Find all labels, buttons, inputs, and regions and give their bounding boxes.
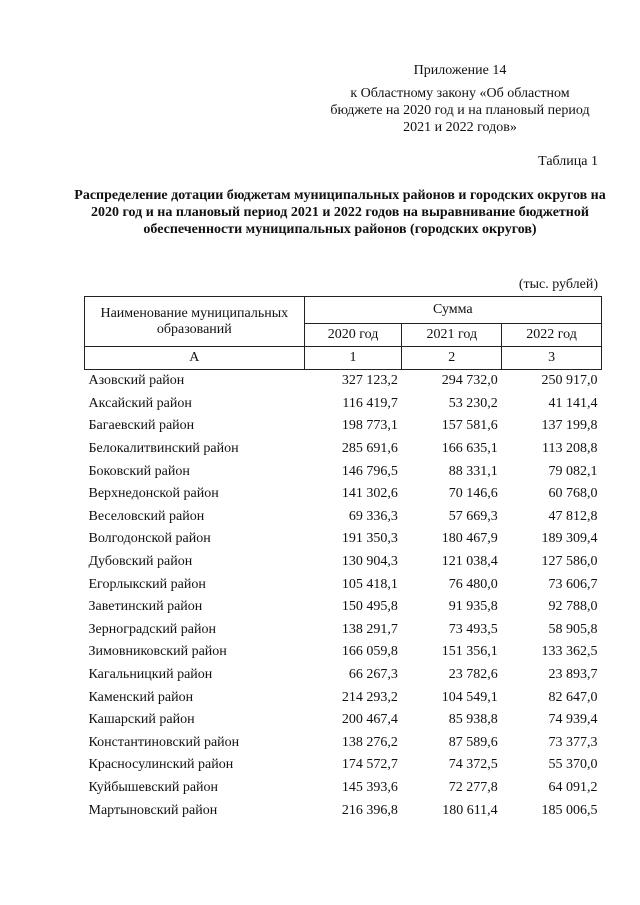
table-row xyxy=(85,573,602,596)
amount-cell: 185 006,5 xyxy=(541,802,598,818)
column-header-year: 2020 год xyxy=(304,324,402,347)
district-name: Каменский район xyxy=(88,689,194,705)
amount-cell: 216 396,8 xyxy=(341,802,398,818)
amount-cell: 82 647,0 xyxy=(548,689,598,705)
table-row xyxy=(85,709,602,732)
amount-cell: 137 199,8 xyxy=(541,418,598,434)
amount-cell: 116 419,7 xyxy=(342,395,398,411)
district-name: Кагальницкий район xyxy=(88,667,213,683)
amount-cell: 138 276,2 xyxy=(341,734,398,750)
amount-cell: 74 939,4 xyxy=(548,712,598,728)
table-row xyxy=(85,777,602,800)
amount-cell: 60 768,0 xyxy=(548,486,598,502)
amount-cell: 121 038,4 xyxy=(441,554,498,570)
appendix-number: Приложение 14 xyxy=(413,63,507,78)
table-row xyxy=(85,483,602,506)
amount-cell: 74 372,5 xyxy=(448,757,498,773)
amount-cell: 174 572,7 xyxy=(341,757,398,773)
unit-label: (тыс. рублей) xyxy=(518,277,598,292)
amount-cell: 191 350,3 xyxy=(341,531,398,547)
amount-cell: 55 370,0 xyxy=(548,757,598,773)
amount-cell: 180 467,9 xyxy=(441,531,498,547)
amount-cell: 41 141,4 xyxy=(548,395,598,411)
table-row xyxy=(85,686,602,709)
column-index: 3 xyxy=(502,347,602,370)
district-name: Азовский район xyxy=(88,373,185,389)
table-row xyxy=(85,641,602,664)
amount-cell: 105 418,1 xyxy=(341,576,398,592)
amount-cell: 58 905,8 xyxy=(548,621,598,637)
amount-cell: 130 904,3 xyxy=(341,554,398,570)
amount-cell: 72 277,8 xyxy=(448,779,498,795)
amount-cell: 214 293,2 xyxy=(341,689,398,705)
amount-cell: 73 377,3 xyxy=(548,734,598,750)
amount-cell: 69 336,3 xyxy=(348,508,398,524)
amount-cell: 23 893,7 xyxy=(548,667,598,683)
appendix-text: к Областному закону «Об областном бюджете на 2020 год и на плановый период 2021 и 2022 годов» xyxy=(330,86,590,135)
amount-cell: 166 059,8 xyxy=(341,644,398,660)
column-index: 2 xyxy=(402,347,502,370)
amount-cell: 285 691,6 xyxy=(341,441,398,457)
table-row xyxy=(85,551,602,574)
table-row xyxy=(85,460,602,483)
district-name: Багаевский район xyxy=(88,418,195,434)
district-name: Дубовский район xyxy=(88,554,193,570)
amount-cell: 198 773,1 xyxy=(341,418,398,434)
amount-cell: 145 393,6 xyxy=(341,779,398,795)
amount-cell: 92 788,0 xyxy=(548,599,598,615)
table-row xyxy=(85,732,602,755)
district-name: Куйбышевский район xyxy=(88,779,219,795)
district-name: Белокалитвинский район xyxy=(88,441,239,457)
amount-cell: 113 208,8 xyxy=(542,441,598,457)
amount-cell: 180 611,4 xyxy=(442,802,498,818)
amount-cell: 146 796,5 xyxy=(341,463,398,479)
amount-cell: 85 938,8 xyxy=(448,712,498,728)
amount-cell: 23 782,6 xyxy=(448,667,498,683)
amount-cell: 141 302,6 xyxy=(341,486,398,502)
table-row xyxy=(85,370,602,393)
amount-cell: 47 812,8 xyxy=(548,508,598,524)
column-index: 1 xyxy=(304,347,402,370)
amount-cell: 157 581,6 xyxy=(441,418,498,434)
column-index: А xyxy=(85,347,305,370)
subsidy-table xyxy=(84,296,602,822)
district-name: Зерноградский район xyxy=(88,621,216,637)
amount-cell: 79 082,1 xyxy=(548,463,598,479)
amount-cell: 73 606,7 xyxy=(548,576,598,592)
amount-cell: 70 146,6 xyxy=(448,486,498,502)
amount-cell: 200 467,4 xyxy=(341,712,398,728)
appendix-header xyxy=(330,62,590,136)
district-name: Кашарский район xyxy=(88,712,195,728)
district-name: Аксайский район xyxy=(88,395,192,411)
table-row xyxy=(85,393,602,416)
table-row xyxy=(85,799,602,822)
amount-cell: 104 549,1 xyxy=(441,689,498,705)
table-row xyxy=(85,506,602,529)
table-row xyxy=(85,754,602,777)
amount-cell: 294 732,0 xyxy=(441,373,498,389)
amount-cell: 57 669,3 xyxy=(448,508,498,524)
amount-cell: 73 493,5 xyxy=(448,621,498,637)
district-name: Веселовский район xyxy=(88,508,205,524)
table-body xyxy=(85,370,602,822)
district-name: Заветинский район xyxy=(88,599,203,615)
amount-cell: 189 309,4 xyxy=(541,531,598,547)
document-title: Распределение дотации бюджетам муниципальных районов и городских округов на 2020 год и на плановый период 2021 и 2022 годов на выравнивание бюджетной обеспеченности муниципальных районов (городских округов) xyxy=(74,188,606,237)
amount-cell: 66 267,3 xyxy=(348,667,398,683)
table-row xyxy=(85,415,602,438)
amount-cell: 138 291,7 xyxy=(341,621,398,637)
amount-cell: 53 230,2 xyxy=(448,395,498,411)
table-number: Таблица 1 xyxy=(538,154,598,169)
district-name: Боковский район xyxy=(88,463,190,479)
column-header-year: 2022 год xyxy=(502,324,602,347)
table-row xyxy=(85,619,602,642)
amount-cell: 127 586,0 xyxy=(541,554,598,570)
amount-cell: 151 356,1 xyxy=(441,644,498,660)
table-row xyxy=(85,528,602,551)
district-name: Верхнедонской район xyxy=(88,486,219,502)
column-header-name: Наименование муниципальных образований xyxy=(85,297,305,347)
amount-cell: 64 091,2 xyxy=(548,779,598,795)
amount-cell: 150 495,8 xyxy=(341,599,398,615)
column-header-year: 2021 год xyxy=(402,324,502,347)
district-name: Егорлыкский район xyxy=(88,576,206,592)
district-name: Мартыновский район xyxy=(88,802,218,818)
table-row xyxy=(85,596,602,619)
amount-cell: 250 917,0 xyxy=(541,373,598,389)
amount-cell: 327 123,2 xyxy=(341,373,398,389)
table-row xyxy=(85,438,602,461)
amount-cell: 88 331,1 xyxy=(448,463,498,479)
district-name: Зимовниковский район xyxy=(88,644,227,660)
table-row xyxy=(85,664,602,687)
district-name: Красносулинский район xyxy=(88,757,234,773)
district-name: Волгодонской район xyxy=(88,531,211,547)
amount-cell: 91 935,8 xyxy=(448,599,498,615)
column-header-sum: Сумма xyxy=(304,297,601,324)
amount-cell: 133 362,5 xyxy=(541,644,598,660)
amount-cell: 76 480,0 xyxy=(448,576,498,592)
district-name: Константиновский район xyxy=(88,734,240,750)
amount-cell: 87 589,6 xyxy=(448,734,498,750)
amount-cell: 166 635,1 xyxy=(441,441,498,457)
